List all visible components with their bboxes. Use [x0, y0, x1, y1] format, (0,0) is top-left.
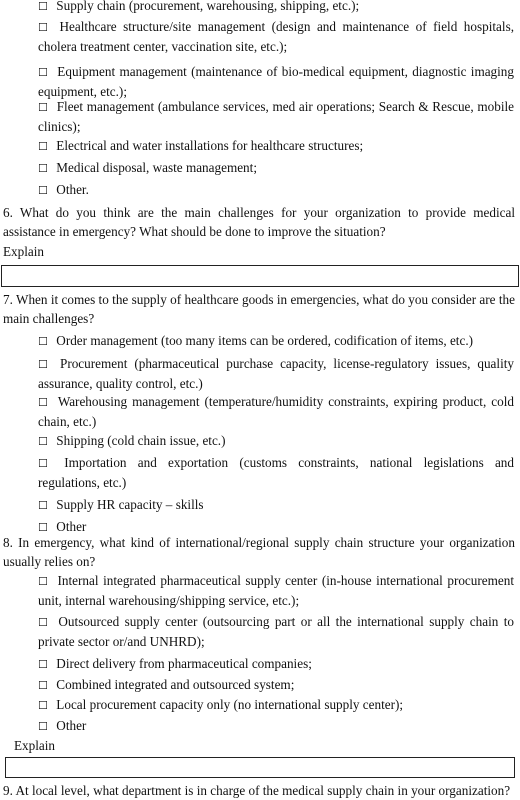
checkbox-icon[interactable]: ☐ — [38, 616, 48, 629]
question-6: 6. What do you think are the main challenges for your organization to provide medical assistance in emergency? What should be done to improve the situation? — [3, 205, 515, 239]
question-8: 8. In emergency, what kind of international/regional supply chain structure your organization usually relies on? — [3, 535, 515, 569]
question-7: 7. When it comes to the supply of healthcare goods in emergencies, what do you consider are the main challenges? — [3, 292, 515, 326]
q7-option-supply-hr[interactable]: ☐ Supply HR capacity – skills — [38, 495, 514, 515]
checkbox-icon[interactable]: ☐ — [38, 575, 48, 588]
q5-option-other[interactable]: ☐ Other. — [38, 180, 514, 200]
q5-option-healthcare-structure[interactable]: ☐ Healthcare structure/site management (design and maintenance of field hospitals, cholera treatment center, vaccination site, etc.); — [38, 19, 514, 54]
checkbox-icon[interactable]: ☐ — [38, 140, 48, 153]
checkbox-icon[interactable]: ☐ — [38, 0, 48, 13]
checkbox-icon[interactable]: ☐ — [38, 66, 48, 79]
checkbox-icon[interactable]: ☐ — [38, 699, 48, 712]
checkbox-icon[interactable]: ☐ — [38, 457, 48, 470]
checkbox-icon[interactable]: ☐ — [38, 162, 48, 175]
checkbox-icon[interactable]: ☐ — [38, 184, 48, 197]
checkbox-icon[interactable]: ☐ — [38, 396, 48, 409]
q6-explain-label: Explain — [3, 244, 45, 259]
question-9: 9. At local level, what department is in charge of the medical supply chain in your organization? — [3, 783, 511, 798]
q7-option-order-management[interactable]: ☐ Order management (too many items can be ordered, codification of items, etc.) — [38, 331, 514, 351]
q7-option-warehousing[interactable]: ☐ Warehousing management (temperature/humidity constraints, expiring product, cold chain, etc.) — [38, 394, 514, 429]
checkbox-icon[interactable]: ☐ — [38, 435, 48, 448]
q8-option-outsourced[interactable]: ☐ Outsourced supply center (outsourcing part or all the international supply chain to private sector or/and UNHRD); — [38, 614, 515, 649]
q5-option-medical-disposal[interactable]: ☐ Medical disposal, waste management; — [38, 158, 514, 178]
checkbox-icon[interactable]: ☐ — [38, 21, 48, 34]
q8-option-local-procurement[interactable]: ☐ Local procurement capacity only (no international supply center); — [38, 695, 514, 715]
q7-option-procurement[interactable]: ☐ Procurement (pharmaceutical purchase capacity, license-regulatory issues, quality assurance, quality control, etc.) — [38, 356, 514, 391]
q6-answer-field[interactable] — [1, 265, 519, 287]
q7-option-shipping[interactable]: ☐ Shipping (cold chain issue, etc.) — [38, 431, 514, 451]
q7-option-other[interactable]: ☐ Other — [38, 517, 514, 537]
q8-explain-label: Explain — [14, 738, 56, 753]
q8-option-direct-delivery[interactable]: ☐ Direct delivery from pharmaceutical companies; — [38, 654, 514, 674]
checkbox-icon[interactable]: ☐ — [38, 358, 48, 371]
q7-option-import-export[interactable]: ☐ Importation and exportation (customs constraints, national legislations and regulations, etc.) — [38, 455, 514, 490]
checkbox-icon[interactable]: ☐ — [38, 499, 48, 512]
checkbox-icon[interactable]: ☐ — [38, 521, 48, 534]
checkbox-icon[interactable]: ☐ — [38, 335, 48, 348]
checkbox-icon[interactable]: ☐ — [38, 720, 48, 733]
q8-option-other[interactable]: ☐ Other — [38, 716, 514, 736]
q5-option-electrical[interactable]: ☐ Electrical and water installations for healthcare structures; — [38, 136, 514, 156]
q5-option-supply-chain[interactable]: ☐ Supply chain (procurement, warehousing, shipping, etc.); — [38, 0, 514, 16]
q8-answer-field[interactable] — [5, 757, 515, 778]
checkbox-icon[interactable]: ☐ — [38, 658, 48, 671]
checkbox-icon[interactable]: ☐ — [38, 679, 48, 692]
q8-option-internal-integrated[interactable]: ☐ Internal integrated pharmaceutical supply center (in-house international procurement unit, internal warehousing/shipping service, etc.); — [38, 573, 514, 608]
checkbox-icon[interactable]: ☐ — [38, 101, 48, 114]
q5-option-fleet[interactable]: ☐ Fleet management (ambulance services, med air operations; Search & Rescue, mobile clinics); — [38, 99, 515, 134]
q8-option-combined[interactable]: ☐ Combined integrated and outsourced system; — [38, 675, 514, 695]
q5-option-equipment[interactable]: ☐ Equipment management (maintenance of bio-medical equipment, diagnostic imaging equipment, etc.); — [38, 64, 514, 99]
